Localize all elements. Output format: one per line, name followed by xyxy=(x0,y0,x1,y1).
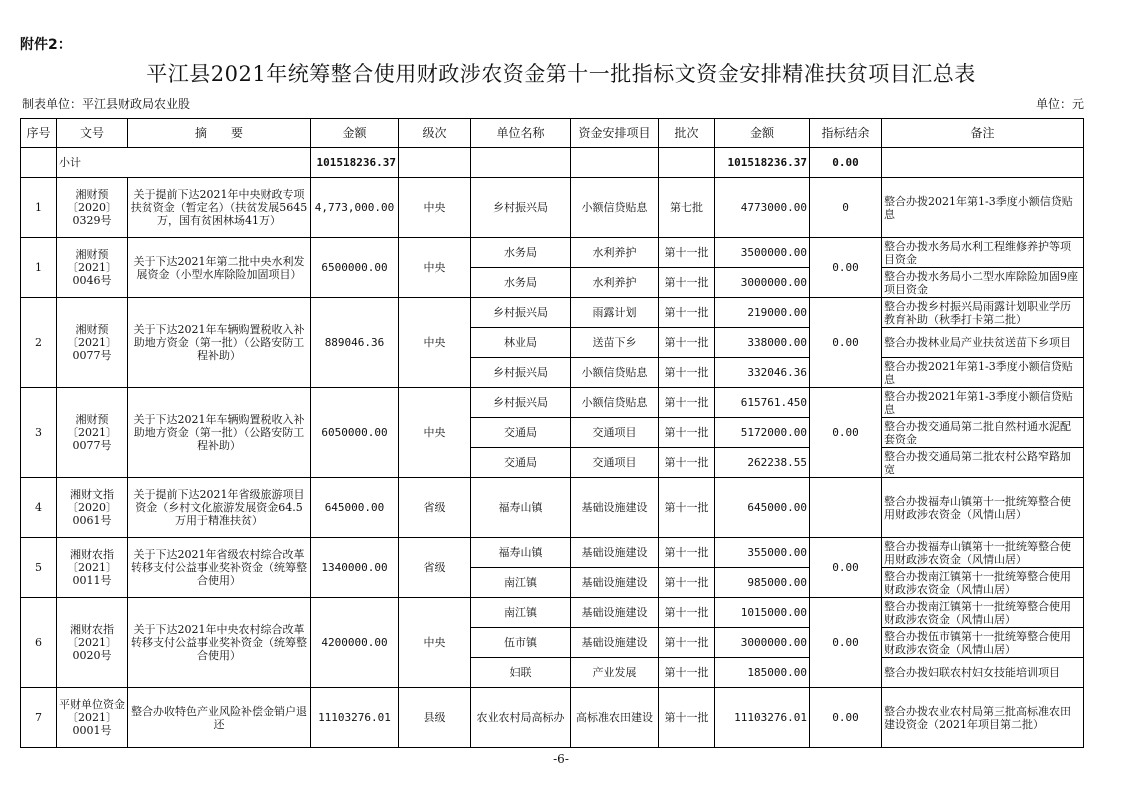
row-fund-project: 雨露计划 xyxy=(571,298,659,328)
row-note: 整合办拨水务局水利工程维修养护等项目资金 xyxy=(882,238,1084,268)
row-allocation-amount: 332046.36 xyxy=(715,358,810,388)
row-note: 整合办拨水务局小二型水库除险加固9座项目资金 xyxy=(882,268,1084,298)
col-header-amount2: 金额 xyxy=(715,119,810,148)
row-summary: 关于下达2021年省级农村综合改革转移支付公益事业奖补资金（统筹整合使用） xyxy=(128,538,311,598)
row-allocation-amount: 615761.450 xyxy=(715,388,810,418)
row-allocation-amount: 645000.00 xyxy=(715,478,810,538)
row-fund-project: 小额信贷贴息 xyxy=(571,388,659,418)
table-row xyxy=(21,688,1084,748)
subtotal-label: 小计 xyxy=(57,148,311,178)
header-row xyxy=(21,119,1084,148)
row-amount: 1340000.00 xyxy=(311,538,399,598)
row-batch: 第十一批 xyxy=(659,688,715,748)
row-fund-project: 水利养护 xyxy=(571,268,659,298)
page-number: -6- xyxy=(553,752,569,766)
issuing-unit: 制表单位：平江县财政局农业股 xyxy=(22,97,191,111)
row-note: 整合办拨南江镇第十一批统筹整合使用财政涉农资金（风情山居） xyxy=(882,568,1084,598)
row-level: 县级 xyxy=(399,688,471,748)
col-header-note: 备注 xyxy=(882,119,1084,148)
row-allocation-amount: 1015000.00 xyxy=(715,598,810,628)
row-note: 整合办拨乡村振兴局雨露计划职业学历教育补助（秋季打卡第二批） xyxy=(882,298,1084,328)
row-batch: 第十一批 xyxy=(659,568,715,598)
row-unit-name: 交通局 xyxy=(471,418,571,448)
row-doc-number: 湘财预〔2020〕0329号 xyxy=(57,178,128,238)
row-balance: 0.00 xyxy=(810,598,882,688)
subtotal-balance: 0.00 xyxy=(810,148,882,178)
row-seq: 1 xyxy=(21,178,57,238)
row-seq: 6 xyxy=(21,598,57,688)
row-doc-number: 平财单位资金〔2021〕0001号 xyxy=(57,688,128,748)
row-level: 中央 xyxy=(399,598,471,688)
row-allocation-amount: 3500000.00 xyxy=(715,238,810,268)
row-unit-name: 乡村振兴局 xyxy=(471,178,571,238)
row-summary: 关于下达2021年车辆购置税收入补助地方资金（第一批）（公路安防工程补助） xyxy=(128,298,311,388)
table-row xyxy=(21,388,1084,418)
summary-table xyxy=(20,118,1084,748)
row-unit-name: 水务局 xyxy=(471,238,571,268)
row-batch: 第七批 xyxy=(659,178,715,238)
row-note: 整合办拨交通局第二批自然村通水泥配套资金 xyxy=(882,418,1084,448)
row-batch: 第十一批 xyxy=(659,268,715,298)
row-balance: 0.00 xyxy=(810,688,882,748)
row-fund-project: 小额信贷贴息 xyxy=(571,178,659,238)
row-fund-project: 交通项目 xyxy=(571,448,659,478)
row-seq: 3 xyxy=(21,388,57,478)
row-unit-name: 林业局 xyxy=(471,328,571,358)
row-summary: 关于下达2021年车辆购置税收入补助地方资金（第一批）（公路安防工程补助） xyxy=(128,388,311,478)
row-allocation-amount: 4773000.00 xyxy=(715,178,810,238)
row-doc-number: 湘财预〔2021〕0046号 xyxy=(57,238,128,298)
table-row xyxy=(21,298,1084,328)
row-level: 中央 xyxy=(399,178,471,238)
row-doc-number: 湘财文指〔2020〕0061号 xyxy=(57,478,128,538)
row-unit-name: 伍市镇 xyxy=(471,628,571,658)
row-level: 中央 xyxy=(399,238,471,298)
row-seq: 2 xyxy=(21,298,57,388)
subtotal-amount2: 101518236.37 xyxy=(715,148,810,178)
row-note: 整合办拨交通局第二批农村公路窄路加宽 xyxy=(882,448,1084,478)
row-batch: 第十一批 xyxy=(659,478,715,538)
row-allocation-amount: 5172000.00 xyxy=(715,418,810,448)
row-fund-project: 送苗下乡 xyxy=(571,328,659,358)
row-unit-name: 南江镇 xyxy=(471,598,571,628)
row-amount: 6500000.00 xyxy=(311,238,399,298)
col-header-unit: 单位名称 xyxy=(471,119,571,148)
row-level: 省级 xyxy=(399,538,471,598)
row-level: 中央 xyxy=(399,388,471,478)
page-title: 平江县2021年统筹整合使用财政涉农资金第十一批指标文资金安排精准扶贫项目汇总表 xyxy=(146,62,976,86)
table-row xyxy=(21,238,1084,268)
row-fund-project: 基础设施建设 xyxy=(571,538,659,568)
row-allocation-amount: 11103276.01 xyxy=(715,688,810,748)
row-note: 整合办拨农业农村局第三批高标准农田建设资金（2021年项目第二批） xyxy=(882,688,1084,748)
row-note: 整合办拨2021年第1-3季度小额信贷贴息 xyxy=(882,388,1084,418)
row-unit-name: 福寿山镇 xyxy=(471,538,571,568)
row-summary: 整合办收特色产业风险补偿金销户退还 xyxy=(128,688,311,748)
row-amount: 11103276.01 xyxy=(311,688,399,748)
row-batch: 第十一批 xyxy=(659,388,715,418)
subtotal-row xyxy=(21,148,1084,178)
row-unit-name: 水务局 xyxy=(471,268,571,298)
row-batch: 第十一批 xyxy=(659,238,715,268)
row-unit-name: 妇联 xyxy=(471,658,571,688)
col-header-amount: 金额 xyxy=(311,119,399,148)
row-seq: 5 xyxy=(21,538,57,598)
row-note: 整合办拨2021年第1-3季度小额信贷贴息 xyxy=(882,358,1084,388)
row-summary: 关于下达2021年中央农村综合改革转移支付公益事业奖补资金（统筹整合使用） xyxy=(128,598,311,688)
row-fund-project: 基础设施建设 xyxy=(571,568,659,598)
annex-label: 附件2： xyxy=(20,37,72,53)
row-seq: 7 xyxy=(21,688,57,748)
row-fund-project: 基础设施建设 xyxy=(571,628,659,658)
row-amount: 4200000.00 xyxy=(311,598,399,688)
row-note: 整合办拨南江镇第十一批统筹整合使用财政涉农资金（风情山居） xyxy=(882,598,1084,628)
row-doc-number: 湘财农指〔2021〕0020号 xyxy=(57,598,128,688)
subtotal-amount: 101518236.37 xyxy=(311,148,399,178)
row-batch: 第十一批 xyxy=(659,448,715,478)
table-row xyxy=(21,538,1084,568)
row-balance xyxy=(810,478,882,538)
row-allocation-amount: 355000.00 xyxy=(715,538,810,568)
row-allocation-amount: 3000000.00 xyxy=(715,268,810,298)
row-amount: 6050000.00 xyxy=(311,388,399,478)
row-fund-project: 高标准农田建设 xyxy=(571,688,659,748)
row-amount: 4,773,000.00 xyxy=(311,178,399,238)
row-fund-project: 小额信贷贴息 xyxy=(571,358,659,388)
row-allocation-amount: 3000000.00 xyxy=(715,628,810,658)
row-fund-project: 基础设施建设 xyxy=(571,598,659,628)
row-unit-name: 乡村振兴局 xyxy=(471,298,571,328)
row-doc-number: 湘财农指〔2021〕0011号 xyxy=(57,538,128,598)
row-unit-name: 交通局 xyxy=(471,448,571,478)
row-batch: 第十一批 xyxy=(659,628,715,658)
row-fund-project: 产业发展 xyxy=(571,658,659,688)
row-batch: 第十一批 xyxy=(659,658,715,688)
row-fund-project: 基础设施建设 xyxy=(571,478,659,538)
table-row xyxy=(21,478,1084,538)
col-header-balance: 指标结余 xyxy=(810,119,882,148)
row-note: 整合办拨伍市镇第十一批统筹整合使用财政涉农资金（风情山居） xyxy=(882,628,1084,658)
currency-unit: 单位：元 xyxy=(1035,97,1084,111)
row-note: 整合办拨福寿山镇第十一批统筹整合使用财政涉农资金（风情山居） xyxy=(882,478,1084,538)
row-balance: 0 xyxy=(810,178,882,238)
row-balance: 0.00 xyxy=(810,298,882,388)
row-summary: 关于提前下达2021年省级旅游项目资金（乡村文化旅游发展资金64.5万用于精准扶贫） xyxy=(128,478,311,538)
row-balance: 0.00 xyxy=(810,538,882,598)
row-allocation-amount: 338000.00 xyxy=(715,328,810,358)
row-batch: 第十一批 xyxy=(659,328,715,358)
col-header-fund-project: 资金安排项目 xyxy=(571,119,659,148)
row-fund-project: 交通项目 xyxy=(571,418,659,448)
col-header-summary: 摘 要 xyxy=(128,119,311,148)
row-balance: 0.00 xyxy=(810,388,882,478)
row-note: 整合办拨妇联农村妇女技能培训项目 xyxy=(882,658,1084,688)
row-summary: 关于下达2021年第二批中央水利发展资金（小型水库除险加固项目） xyxy=(128,238,311,298)
row-seq: 4 xyxy=(21,478,57,538)
row-amount: 645000.00 xyxy=(311,478,399,538)
row-summary: 关于提前下达2021年中央财政专项扶贫资金（暂定名）（扶贫发展5645万，国有贫困林场41万） xyxy=(128,178,311,238)
row-note: 整合办拨2021年第1-3季度小额信贷贴息 xyxy=(882,178,1084,238)
table-row xyxy=(21,178,1084,238)
table-row xyxy=(21,598,1084,628)
row-allocation-amount: 262238.55 xyxy=(715,448,810,478)
row-batch: 第十一批 xyxy=(659,358,715,388)
col-header-level: 级次 xyxy=(399,119,471,148)
row-unit-name: 乡村振兴局 xyxy=(471,358,571,388)
row-level: 中央 xyxy=(399,298,471,388)
row-doc-number: 湘财预〔2021〕0077号 xyxy=(57,388,128,478)
row-doc-number: 湘财预〔2021〕0077号 xyxy=(57,298,128,388)
col-header-seq: 序号 xyxy=(21,119,57,148)
col-header-doc: 文号 xyxy=(57,119,128,148)
row-note: 整合办拨福寿山镇第十一批统筹整合使用财政涉农资金（风情山居） xyxy=(882,538,1084,568)
row-note: 整合办拨林业局产业扶贫送苗下乡项目 xyxy=(882,328,1084,358)
row-batch: 第十一批 xyxy=(659,298,715,328)
row-allocation-amount: 219000.00 xyxy=(715,298,810,328)
row-batch: 第十一批 xyxy=(659,538,715,568)
row-balance: 0.00 xyxy=(810,238,882,298)
row-batch: 第十一批 xyxy=(659,598,715,628)
row-level: 省级 xyxy=(399,478,471,538)
row-unit-name: 乡村振兴局 xyxy=(471,388,571,418)
row-fund-project: 水利养护 xyxy=(571,238,659,268)
row-seq: 1 xyxy=(21,238,57,298)
row-allocation-amount: 985000.00 xyxy=(715,568,810,598)
row-unit-name: 南江镇 xyxy=(471,568,571,598)
row-unit-name: 农业农村局高标办 xyxy=(471,688,571,748)
row-batch: 第十一批 xyxy=(659,418,715,448)
col-header-batch: 批次 xyxy=(659,119,715,148)
row-allocation-amount: 185000.00 xyxy=(715,658,810,688)
row-amount: 889046.36 xyxy=(311,298,399,388)
row-unit-name: 福寿山镇 xyxy=(471,478,571,538)
